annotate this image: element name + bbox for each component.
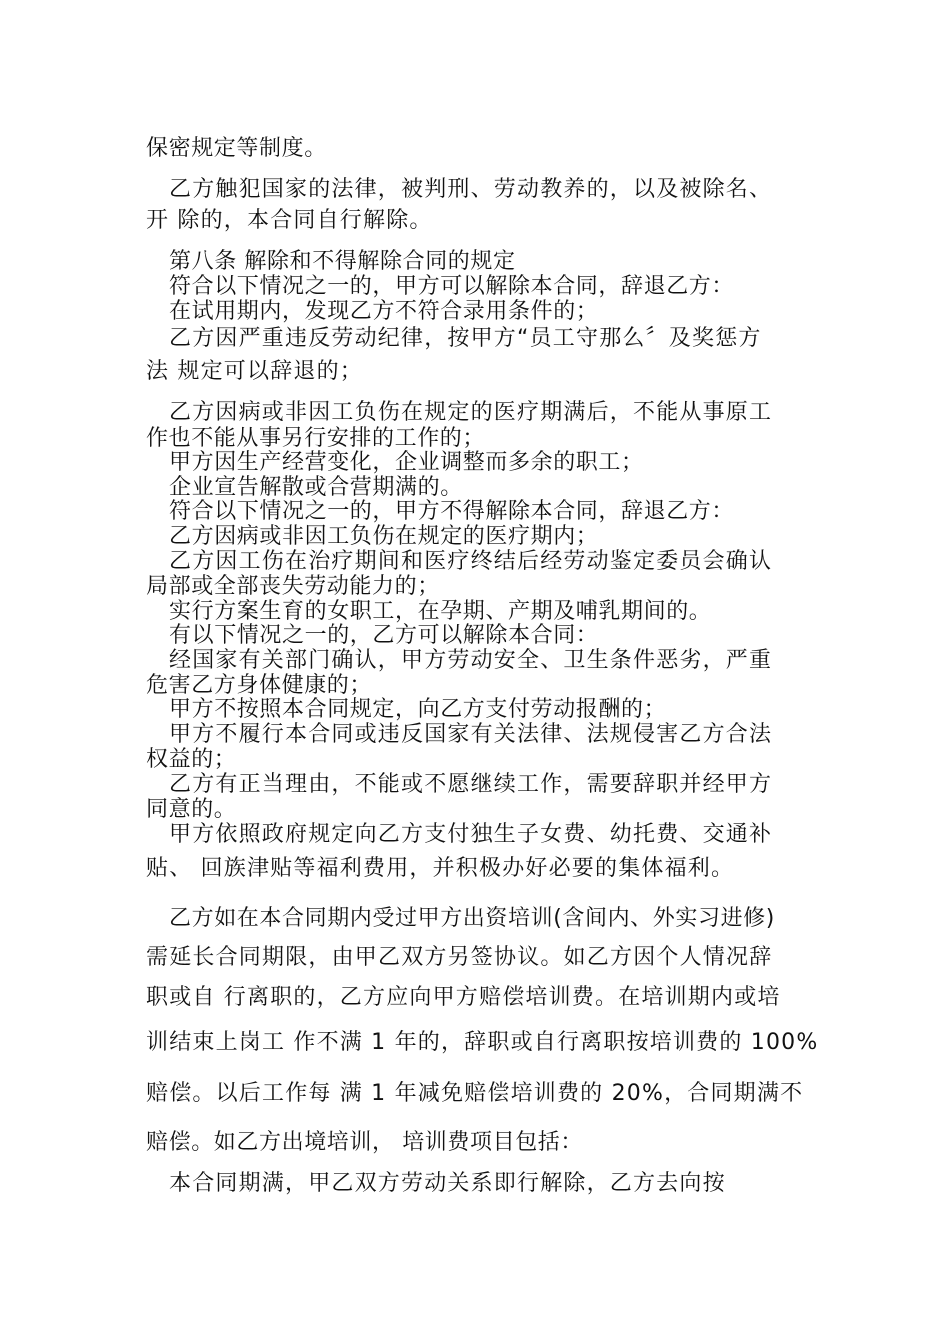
text-line: 乙方因病或非因工负伤在规定的医疗期满后，不能从事原工 xyxy=(169,400,773,425)
text-line: 甲方不履行本合同或违反国家有关法律、法规侵害乙方合法 xyxy=(169,722,773,747)
text-line: 乙方触犯国家的法律，被判刑、劳动教养的，以及被除名、 xyxy=(169,177,773,202)
text-line: 有以下情况之一的，乙方可以解除本合同： xyxy=(169,623,599,648)
text-line: 乙方因严重违反劳动纪律，按甲方“员工守那么〞及奖惩方 xyxy=(169,326,762,351)
text-line: 局部或全部丧失劳动能力的； xyxy=(146,574,440,599)
text-line: 训结束上岗工 作不满 1 年的，辞职或自行离职按培训费的 100% xyxy=(146,1030,819,1055)
text-line: 赔偿。如乙方出境培训， 培训费项目包括： xyxy=(146,1130,583,1155)
text-line: 符合以下情况之一的，甲方不得解除本合同，辞退乙方： xyxy=(169,499,735,524)
text-line: 贴、 回族津贴等福利费用，并积极办好必要的集体福利。 xyxy=(146,856,735,881)
text-line: 经国家有关部门确认，甲方劳动安全、卫生条件恶劣，严重 xyxy=(169,648,773,673)
text-line: 符合以下情况之一的，甲方可以解除本合同，辞退乙方： xyxy=(169,274,735,299)
text-line: 乙方因病或非因工负伤在规定的医疗期内； xyxy=(169,524,599,549)
text-line: 需延长合同期限，由甲乙双方另签协议。如乙方因个人情况辞 xyxy=(146,945,773,970)
text-line: 第八条 解除和不得解除合同的规定 xyxy=(169,249,516,274)
text-line: 开 除的，本合同自行解除。 xyxy=(146,208,433,233)
text-line: 乙方因工伤在治疗期间和医疗终结后经劳动鉴定委员会确认 xyxy=(169,549,773,574)
text-line: 同意的。 xyxy=(146,797,237,822)
text-line: 作也不能从事另行安排的工作的； xyxy=(146,426,486,451)
text-line: 企业宣告解散或合营期满的。 xyxy=(169,475,463,500)
text-line: 权益的； xyxy=(146,747,237,772)
text-line: 职或自 行离职的，乙方应向甲方赔偿培训费。在培训期内或培 xyxy=(146,985,781,1010)
text-line: 乙方如在本合同期内受过甲方出资培训(含间内、外实习进修) xyxy=(169,906,775,931)
text-line: 危害乙方身体健康的； xyxy=(146,673,373,698)
text-line: 本合同期满，甲乙双方劳动关系即行解除，乙方去向按 xyxy=(169,1171,726,1196)
text-line: 赔偿。以后工作每 满 1 年减免赔偿培训费的 20%，合同期满不 xyxy=(146,1081,804,1106)
text-line: 法 规定可以辞退的； xyxy=(146,359,363,384)
text-line: 甲方依照政府规定向乙方支付独生子女费、幼托费、交通补 xyxy=(169,822,773,847)
text-line: 在试用期内，发现乙方不符合录用条件的； xyxy=(169,299,599,324)
text-line: 实行方案生育的女职工，在孕期、产期及哺乳期间的。 xyxy=(169,599,712,624)
text-line: 甲方因生产经营变化，企业调整而多余的职工； xyxy=(169,450,644,475)
text-line: 乙方有正当理由，不能或不愿继续工作，需要辞职并经甲方 xyxy=(169,772,773,797)
text-line: 保密规定等制度。 xyxy=(146,136,327,161)
text-line: 甲方不按照本合同规定，向乙方支付劳动报酬的； xyxy=(169,697,667,722)
